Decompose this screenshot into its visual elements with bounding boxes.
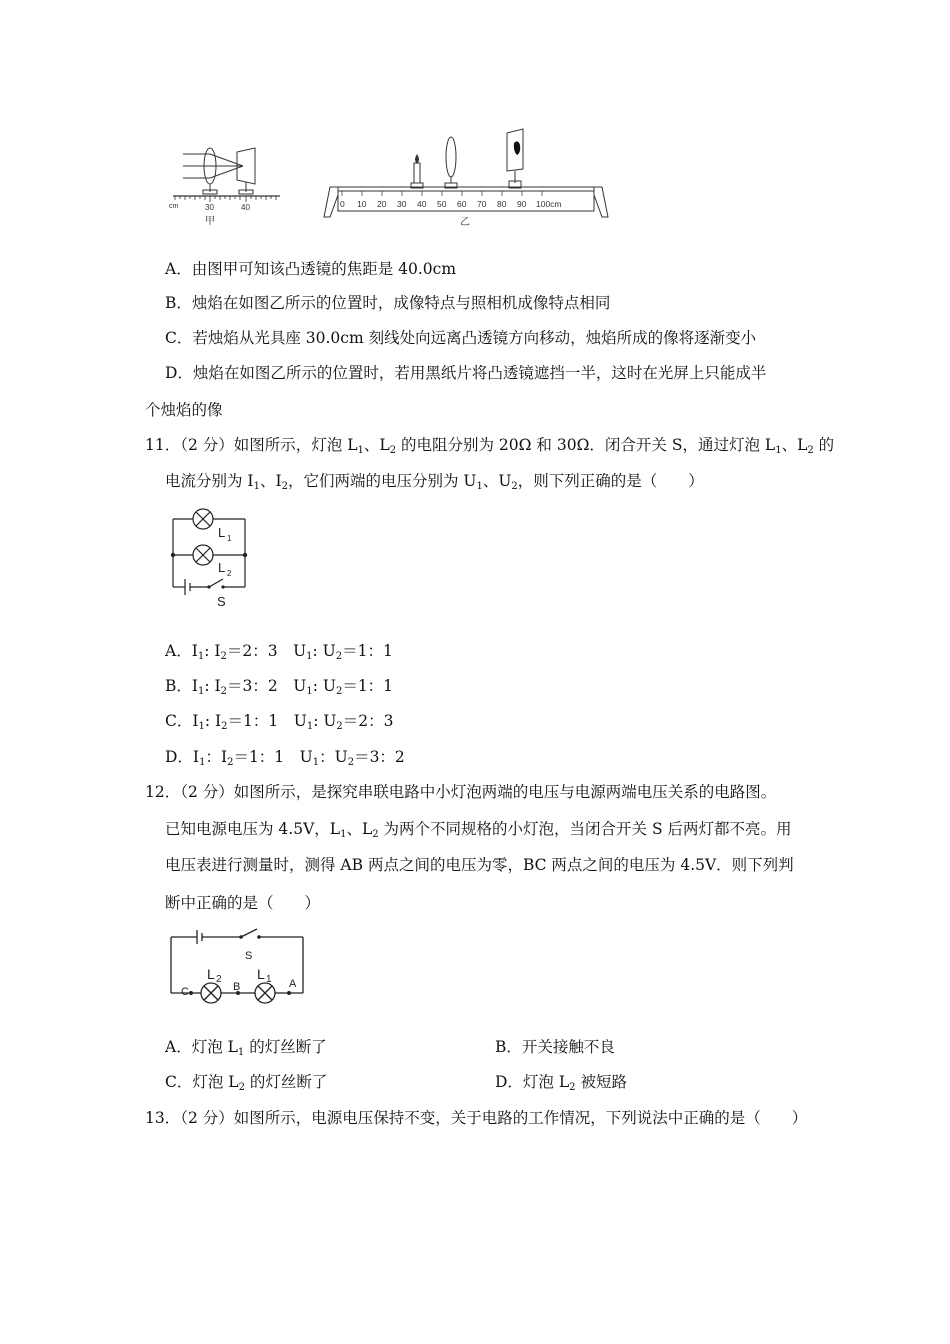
q11-fig-l1-sub: 1 xyxy=(227,534,232,543)
jia-caption: 甲 xyxy=(205,216,215,227)
ruler-40: 40 xyxy=(417,199,427,209)
q10-option-b: B．烛焰在如图乙所示的位置时，成像特点与照相机成像特点相同 xyxy=(165,294,611,312)
q12-series-circuit-diagram xyxy=(165,925,310,1005)
q13-stem: 13．（2 分）如图所示，电源电压保持不变，关于电路的工作情况，下列说法中正确的是（ ） xyxy=(145,1109,808,1127)
q11-score: （2 分） xyxy=(180,436,234,454)
q12-stem-line2: 已知电源电压为 4.5V，$L_1$、$L_2$ 为两个不同规格的小灯泡，当闭合开关 S 后两灯都不亮。用 xyxy=(165,820,792,840)
ruler-20: 20 xyxy=(377,199,387,209)
q11-stem-line1: 11．（2 分）如图所示，灯泡 $L_1$、$L_2$ 的电阻分别为 20Ω 和 30Ω．闭合开关 S，通过灯泡 $L_1$、$L_2$ 的 xyxy=(145,436,835,456)
yi-caption: 乙 xyxy=(460,217,470,228)
q12-fig-point-b: B xyxy=(233,981,241,993)
q11-option-a: A．$I_1$: $I_2=2$：3 $U_1$: $U_2=1$：1 xyxy=(165,642,393,662)
q11-stem-line2: 电流分别为 $I_1$、$I_2$，它们两端的电压分别为 $U_1$、$U_2$，则下列正确的是（ ） xyxy=(165,472,704,492)
lens-focus-figure-jia xyxy=(165,140,285,230)
q12-option-b: B．开关接触不良 xyxy=(495,1038,615,1056)
ruler-50: 50 xyxy=(437,199,447,209)
q11-fig-l2-sub: 2 xyxy=(227,569,232,578)
q11-number: 11． xyxy=(145,436,181,454)
ruler-60: 60 xyxy=(457,199,467,209)
jia-tick-30: 30 xyxy=(205,203,214,212)
q12-option-c: C．灯泡 $L_2$ 的灯丝断了 xyxy=(165,1073,328,1093)
ruler-10: 10 xyxy=(357,199,367,209)
ruler-0: 0 xyxy=(340,199,345,209)
q11-parallel-circuit-diagram xyxy=(165,505,255,610)
jia-unit: cm xyxy=(169,203,179,210)
q12-fig-switch-label: S xyxy=(245,950,253,962)
q11-option-b: B．$I_1$: $I_2=3$：2 $U_1$: $U_2=1$：1 xyxy=(165,677,394,697)
q10-option-d-cont: 个烛焰的像 xyxy=(145,401,223,419)
q10-option-a: A．由图甲可知该凸透镜的焦距是 40.0cm xyxy=(165,260,457,278)
q12-fig-point-c: C xyxy=(181,986,189,998)
ruler-30: 30 xyxy=(397,199,407,209)
q11-fig-l2: L xyxy=(218,560,226,575)
q11-fig-l1: L xyxy=(218,525,226,540)
q12-option-d: D．灯泡 $L_2$ 被短路 xyxy=(495,1073,627,1093)
q12-fig-l1-sub: 1 xyxy=(266,974,272,985)
ruler-70: 70 xyxy=(477,199,487,209)
q11-option-c: C．$I_1$: $I_2=1$：1 $U_1$: $U_2=2$：3 xyxy=(165,712,394,732)
jia-tick-40: 40 xyxy=(241,203,250,212)
q10-option-c: C．若烛焰从光具座 30.0cm 刻线处向远离凸透镜方向移动，烛焰所成的像将逐渐变小 xyxy=(165,329,757,347)
q12-stem-line3: 电压表进行测量时，测得 AB 两点之间的电压为零，BC 两点之间的电压为 4.5V．则下列判 xyxy=(165,856,794,874)
q12-option-a: A．灯泡 $L_1$ 的灯丝断了 xyxy=(165,1038,327,1058)
q12-stem-line1: 12．（2 分）如图所示，是探究串联电路中小灯泡两端的电压与电源两端电压关系的电路图。 xyxy=(145,783,777,801)
optical-bench-figure-yi xyxy=(320,125,610,230)
q11-fig-switch-label: S xyxy=(217,594,226,609)
q12-fig-l1: L xyxy=(257,966,265,982)
ruler-90: 90 xyxy=(517,199,527,209)
q12-fig-l2-sub: 2 xyxy=(216,974,222,985)
q11-option-d: D．$I_1$：$I_2=1$：1 $U_1$：$U_2=3$：2 xyxy=(165,748,405,768)
q12-fig-l2: L xyxy=(207,966,215,982)
q12-stem-line4: 断中正确的是（ ） xyxy=(165,894,321,912)
q12-fig-point-a: A xyxy=(289,978,297,990)
ruler-100cm: 100cm xyxy=(536,199,562,209)
ruler-80: 80 xyxy=(497,199,507,209)
q10-option-d: D．烛焰在如图乙所示的位置时，若用黑纸片将凸透镜遮挡一半，这时在光屏上只能成半 xyxy=(165,364,767,382)
